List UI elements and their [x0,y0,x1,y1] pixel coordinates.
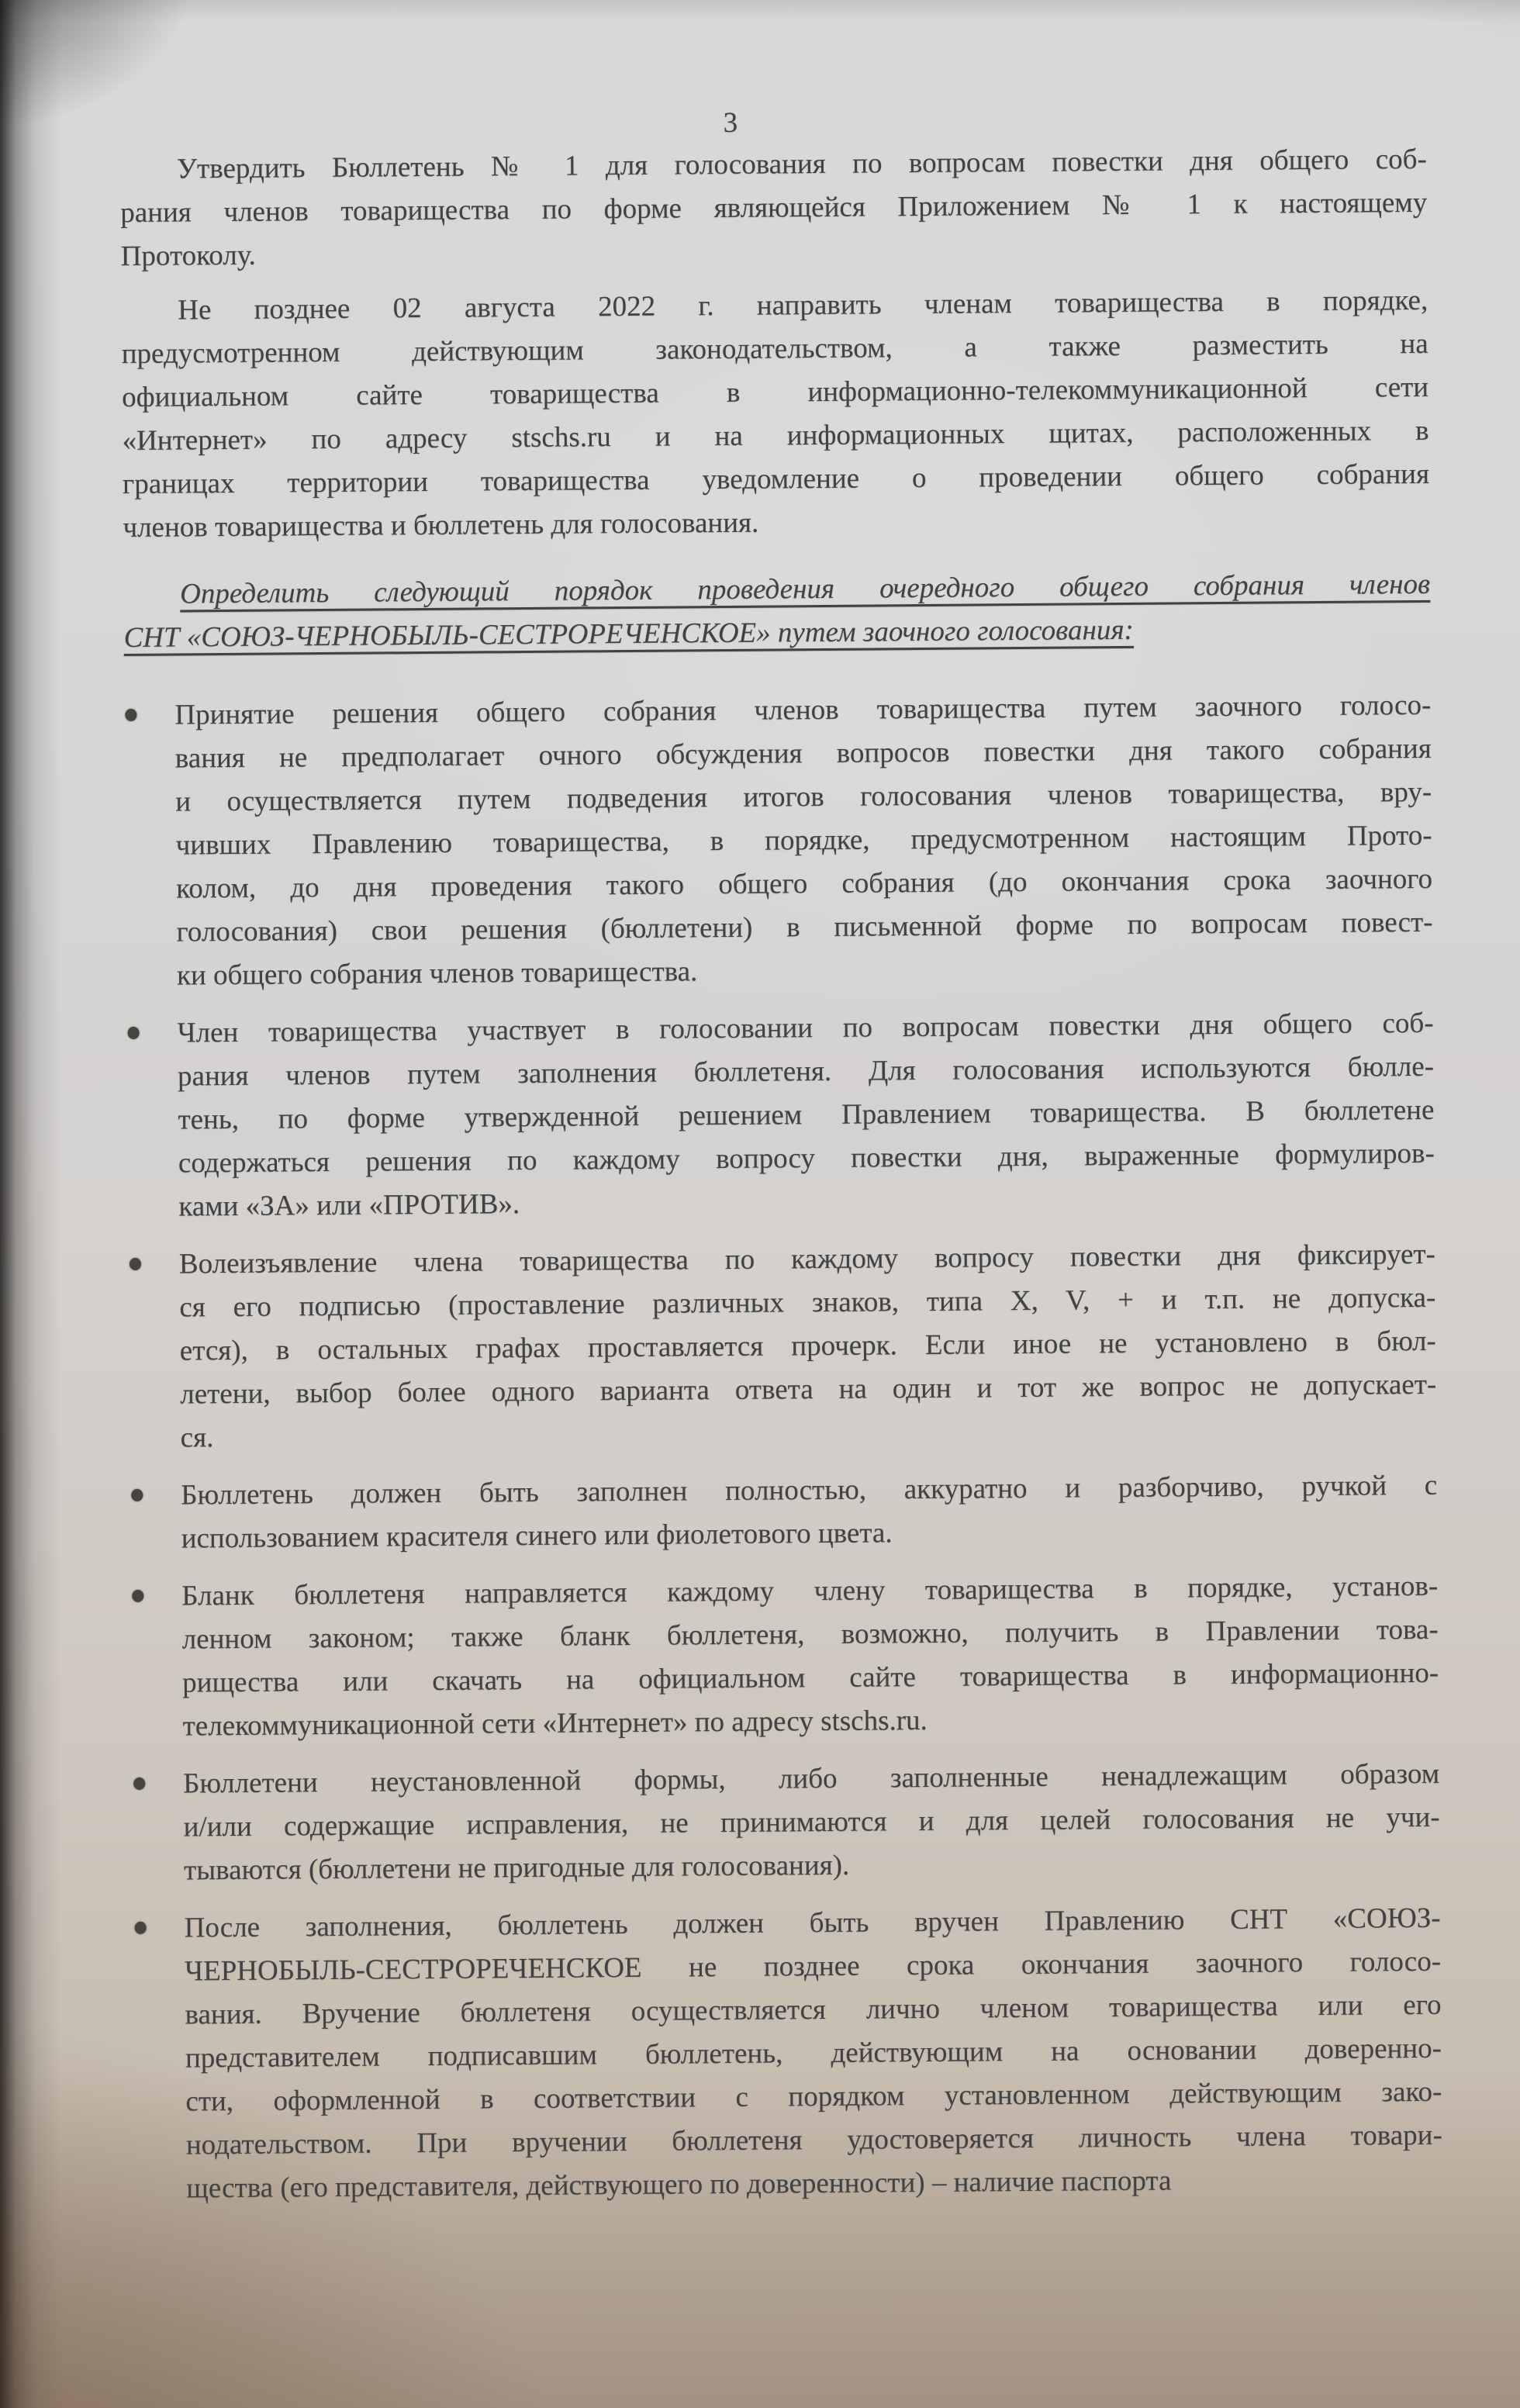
bullet-text [184,1897,1442,2211]
bullet-icon [131,1489,143,1501]
text-line: вания не предполагает очного обсуждения вопросов повестки дня такого собрания [174,732,1432,775]
text-line: Бланк бюллетеня направляется каждому члену товарищества в порядке, установ- [181,1570,1439,1612]
bullet-icon [133,1777,145,1790]
text-line: рания членов товарищества по форме являющейся Приложением № 1 к настоящему [120,186,1428,230]
text-line: телекоммуникационной сети «Интернет» по адресу stschs.ru. [182,1704,928,1743]
bullet-icon [125,709,136,721]
text-line: и/или содержащие исправления, не принимаются и для целей голосования не учи- [183,1801,1440,1843]
bullet-text [181,1565,1439,1749]
text-line: Определить следующий порядок проведения очередного общего собрания членов [180,568,1431,610]
text-line: нодательством. При вручении бюллетеня удостоверяется личность члена товари- [185,2119,1442,2161]
text-line: Волеизъявление члена товарищества по каждому вопросу повестки дня фиксирует- [178,1238,1436,1280]
bullet-icon [135,1922,147,1934]
page-number: 3 [723,106,738,139]
text-line: После заполнения, бюллетень должен быть вручен Правлению СНТ «СОЮЗ- [184,1902,1441,1944]
bullet-item [129,1233,1437,1460]
section-heading [123,563,1431,660]
text-line: летени, выбор более одного варианта ответа на один и тот же вопрос не допускает- [180,1368,1437,1411]
text-line: Член товарищества участвует в голосовании по вопросам повестки дня общего соб- [177,1007,1434,1049]
text-line: «Интернет» по адресу stschs.ru и на информационных щитах, расположенных в [122,414,1429,458]
text-line: Бюллетень должен быть заполнен полностью, аккуратно и разборчиво, ручкой с [181,1469,1438,1511]
bullet-text [177,1002,1435,1229]
bullet-text [174,684,1433,998]
text-line: Протоколу. [120,239,256,273]
bullet-text [181,1464,1438,1561]
bullet-icon [128,1027,140,1039]
bullet-item [131,1565,1439,1749]
bullet-item [126,1002,1435,1229]
text-line: ЧЕРНОБЫЛЬ-СЕСТРОРЕЧЕНСКОЕ не позднее срока окончания заочного голосо- [184,1945,1442,1988]
bullet-text [179,1233,1437,1460]
text-line: Утвердить Бюллетень № 1 для голосования по вопросам повестки дня общего соб- [176,143,1427,185]
text-line: ется), в остальных графах проставляется прочерк. Если иное не установлено в бюл- [179,1325,1436,1367]
text-line: тень, по форме утвержденной решением Правлением товарищества. В бюллетене [178,1093,1435,1136]
text-line: ся его подписью (проставление различных знаков, типа X, V, + и т.п. не допуска- [179,1281,1436,1324]
bullet-item [133,1897,1442,2211]
bullet-icon [132,1590,143,1602]
text-line: Бюллетени неустановленной формы, либо заполненные ненадлежащим образом [183,1757,1440,1800]
text-line: ки общего собрания членов товарищества. [176,955,698,992]
document-body [120,138,1443,2211]
paragraph [120,138,1428,278]
text-line: СНТ «СОЮЗ-ЧЕРНОБЫЛЬ-СЕСТРОРЕЧЕНСКОЕ» путем заочного голосования: [123,613,1135,655]
text-line: ленном законом; также бланк бюллетеня, возможно, получить в Правлении това- [181,1613,1439,1656]
text-line: тываются (бюллетени не пригодные для голосования). [183,1849,850,1887]
text-line: Принятие решения общего собрания членов товарищества путем заочного голосо- [174,689,1432,731]
text-line: голосования) свои решения (бюллетени) в письменной форме по вопросам повест- [176,906,1433,948]
paragraph [121,279,1430,550]
text-line: сти, оформленной в соответствии с порядком установленном действующим зако- [185,2075,1442,2118]
text-line: и осуществляется путем подведения итогов голосования членов товарищества, вру- [175,776,1432,818]
text-line: официальном сайте товарищества в информационно-телекоммуникационной сети [122,371,1429,414]
text-line: членов товарищества и бюллетень для голосования. [123,506,759,544]
text-line: чивших Правлению товарищества, в порядке, предусмотренном настоящим Прото- [175,819,1432,862]
page-content [119,98,1442,2225]
text-line: представителем подписавшим бюллетень, действующим на основании доверенно- [185,2032,1442,2075]
text-line: ся. [180,1422,214,1454]
text-line: колом, до дня проведения такого общего собрания (до окончания срока заочного [175,862,1433,905]
text-line: рания членов путем заполнения бюллетеня. Для голосования используются бюлле- [177,1050,1435,1093]
bullet-icon [130,1258,141,1270]
text-line: рищества или скачать на официальном сайте товарищества в информационно- [182,1657,1439,1699]
bullet-item [130,1464,1438,1561]
bullet-item [133,1753,1440,1893]
text-line: предусмотренном действующим законодательством, а также разместить на [121,327,1428,371]
text-line: вания. Вручение бюллетеня осуществляется лично членом товарищества или его [185,1988,1442,2031]
text-line: ками «ЗА» или «ПРОТИВ». [178,1188,520,1223]
text-line: щества (его представителя, действующего по доверенности) – наличие паспорта [186,2164,1172,2205]
text-line: содержаться решения по каждому вопросу повестки дня, выраженные формулиров- [178,1137,1435,1180]
bullet-item [124,684,1433,998]
bullet-text [183,1753,1440,1893]
text-line: границах территории товарищества уведомление о проведении общего собрания [122,458,1430,501]
text-line: Не позднее 02 августа 2022 г. направить членам товарищества в порядке, [178,284,1428,326]
text-line: использованием красителя синего или фиолетового цвета. [181,1517,893,1555]
